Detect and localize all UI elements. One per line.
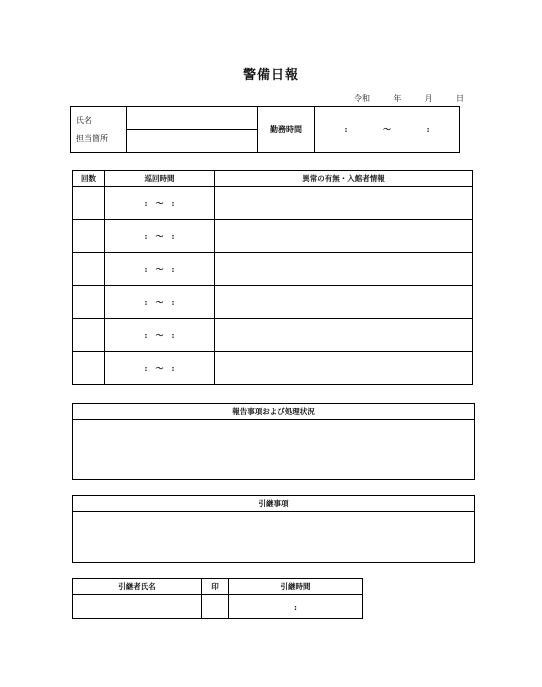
patrol-time-cell[interactable]: : ～ : xyxy=(105,253,215,286)
table-row xyxy=(73,220,473,253)
area-field[interactable] xyxy=(127,130,258,153)
count-cell[interactable] xyxy=(73,253,105,286)
patrol-header-time: 巡回時間 xyxy=(105,171,215,187)
report-field[interactable] xyxy=(73,420,474,479)
staff-labels-cell xyxy=(71,107,127,153)
patrol-time-cell[interactable]: : ～ : xyxy=(105,187,215,220)
table-row xyxy=(73,352,473,385)
count-cell[interactable] xyxy=(73,319,105,352)
date-year: 年 xyxy=(393,94,402,103)
handover-field[interactable] xyxy=(73,512,474,562)
table-row xyxy=(73,187,473,220)
info-cell[interactable] xyxy=(215,187,473,220)
date-line xyxy=(354,93,464,104)
hours-field[interactable] xyxy=(315,107,460,153)
handover-time-field[interactable]: : xyxy=(229,595,363,619)
info-cell[interactable] xyxy=(215,319,473,352)
hours-colon-end: : xyxy=(426,124,430,134)
info-cell[interactable] xyxy=(215,220,473,253)
handover-seal-field[interactable] xyxy=(202,595,229,619)
date-era: 令和 xyxy=(354,94,370,103)
handover-table xyxy=(72,578,363,619)
count-cell[interactable] xyxy=(73,352,105,385)
count-cell[interactable] xyxy=(73,286,105,319)
info-cell[interactable] xyxy=(215,286,473,319)
patrol-time-cell[interactable]: : ～ : xyxy=(105,286,215,319)
handover-header-name: 引継者氏名 xyxy=(73,579,202,595)
report-section xyxy=(72,403,475,480)
table-row xyxy=(73,286,473,319)
handover-header-time: 引継時間 xyxy=(229,579,363,595)
table-row xyxy=(73,319,473,352)
patrol-time-cell[interactable]: : ～ : xyxy=(105,220,215,253)
info-cell[interactable] xyxy=(215,253,473,286)
date-day: 日 xyxy=(455,94,464,103)
count-cell[interactable] xyxy=(73,220,105,253)
table-row xyxy=(73,253,473,286)
staff-table xyxy=(70,106,460,153)
hours-colon-start: : xyxy=(344,124,348,134)
date-month: 月 xyxy=(424,94,433,103)
handover-section xyxy=(72,495,475,563)
handover-header: 引継事項 xyxy=(73,496,474,512)
patrol-time-cell[interactable]: : ～ : xyxy=(105,319,215,352)
patrol-header-info: 異常の有無・入館者情報 xyxy=(215,171,473,187)
count-cell[interactable] xyxy=(73,187,105,220)
hours-tilde: ～ xyxy=(383,124,391,134)
table-row xyxy=(73,595,363,619)
patrol-time-cell[interactable]: : ～ : xyxy=(105,352,215,385)
report-header: 報告事項および処理状況 xyxy=(73,404,474,420)
area-label: 担当箇所 xyxy=(76,133,108,143)
patrol-table xyxy=(72,170,473,385)
page-title: 警備日報 xyxy=(242,68,299,83)
patrol-header-count: 回数 xyxy=(73,171,105,187)
handover-header-seal: 印 xyxy=(202,579,229,595)
info-cell[interactable] xyxy=(215,352,473,385)
handover-name-field[interactable] xyxy=(73,595,202,619)
name-field[interactable] xyxy=(127,107,258,130)
name-label: 氏名 xyxy=(76,115,92,125)
hours-label: 勤務時間 xyxy=(258,107,315,153)
